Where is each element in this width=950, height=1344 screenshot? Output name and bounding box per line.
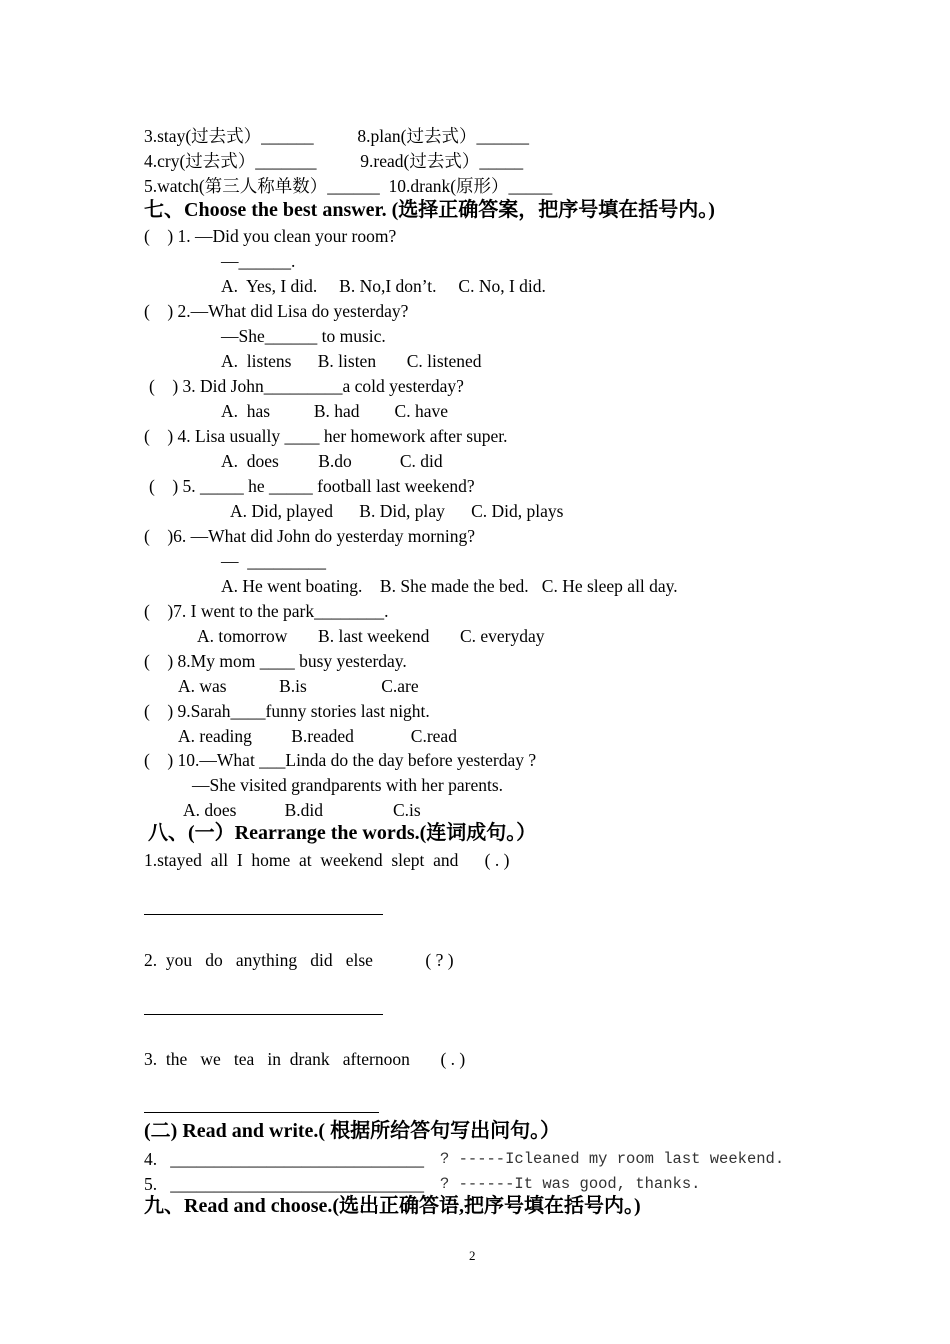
question-9: ( ) 9.Sarah____funny stories last night.: [144, 701, 430, 721]
section-8-heading: 八、(一）Rearrange the words.(连词成句。）: [148, 822, 537, 844]
question-1-answer-blank: —______.: [221, 251, 296, 271]
rearrange-2-answer-line: [144, 1014, 383, 1015]
question-4: ( ) 4. Lisa usually ____ her homework after super.: [144, 426, 508, 446]
rearrange-3-answer-line: [144, 1112, 379, 1113]
question-5-options: A. Did, played B. Did, play C. Did, plays: [230, 501, 564, 521]
question-5: ( ) 5. _____ he _____ football last weekend?: [149, 476, 475, 496]
vocab-line-3-8: 3.stay(过去式）______ 8.plan(过去式）______: [144, 126, 529, 146]
question-10-answer: —She visited grandparents with her parents.: [192, 775, 504, 795]
question-2-answer: —She______ to music.: [221, 326, 386, 346]
write-4-answer: ? -----Icleaned my room last weekend.: [440, 1150, 785, 1168]
write-5-blank: 5. _____________________________: [144, 1174, 424, 1194]
question-7-options: A. tomorrow B. last weekend C. everyday: [197, 626, 545, 646]
question-2-options: A. listens B. listen C. listened: [221, 351, 482, 371]
page-number: 2: [469, 1248, 476, 1263]
question-2: ( ) 2.—What did Lisa do yesterday?: [144, 301, 409, 321]
question-9-options: A. reading B.readed C.read: [178, 726, 457, 746]
question-1-options: A. Yes, I did. B. No,I don’t. C. No, I did.: [221, 276, 546, 296]
vocab-line-4-9: 4.cry(过去式）_______ 9.read(过去式）_____: [144, 151, 524, 171]
question-7: ( )7. I went to the park________.: [144, 601, 389, 621]
question-6-options: A. He went boating. B. She made the bed. C. He sleep all day.: [221, 576, 678, 596]
section-8-part-2-heading: (二) Read and write.( 根据所给答句写出问句。）: [144, 1120, 561, 1142]
question-10-options: A. does B.did C.is: [183, 800, 421, 820]
section-7-heading: 七、Choose the best answer. (选择正确答案，把序号填在括号内。): [144, 199, 715, 221]
rearrange-1-answer-line: [144, 914, 383, 915]
question-4-options: A. does B.do C. did: [221, 451, 443, 471]
write-4-blank: 4. _____________________________: [144, 1149, 424, 1169]
question-8-options: A. was B.is C.are: [178, 676, 419, 696]
write-5-answer: ? ------It was good, thanks.: [440, 1175, 701, 1193]
question-6-answer-blank: — _________: [221, 551, 326, 571]
vocab-line-5-10: 5.watch(第三人称单数）______ 10.drank(原形）_____: [144, 176, 553, 196]
rearrange-2-words: 2. you do anything did else ( ? ): [144, 950, 454, 970]
question-3: ( ) 3. Did John_________a cold yesterday?: [149, 376, 464, 396]
rearrange-3-words: 3. the we tea in drank afternoon ( . ): [144, 1049, 466, 1069]
question-1: ( ) 1. —Did you clean your room?: [144, 226, 397, 246]
section-9-heading: 九、Read and choose.(选出正确答语,把序号填在括号内。): [144, 1195, 641, 1217]
rearrange-1-words: 1.stayed all I home at weekend slept and ( . ): [144, 850, 510, 870]
question-8: ( ) 8.My mom ____ busy yesterday.: [144, 651, 407, 671]
question-6: ( )6. —What did John do yesterday morning?: [144, 526, 475, 546]
question-10: ( ) 10.—What ___Linda do the day before yesterday ?: [144, 750, 537, 770]
question-3-options: A. has B. had C. have: [221, 401, 448, 421]
